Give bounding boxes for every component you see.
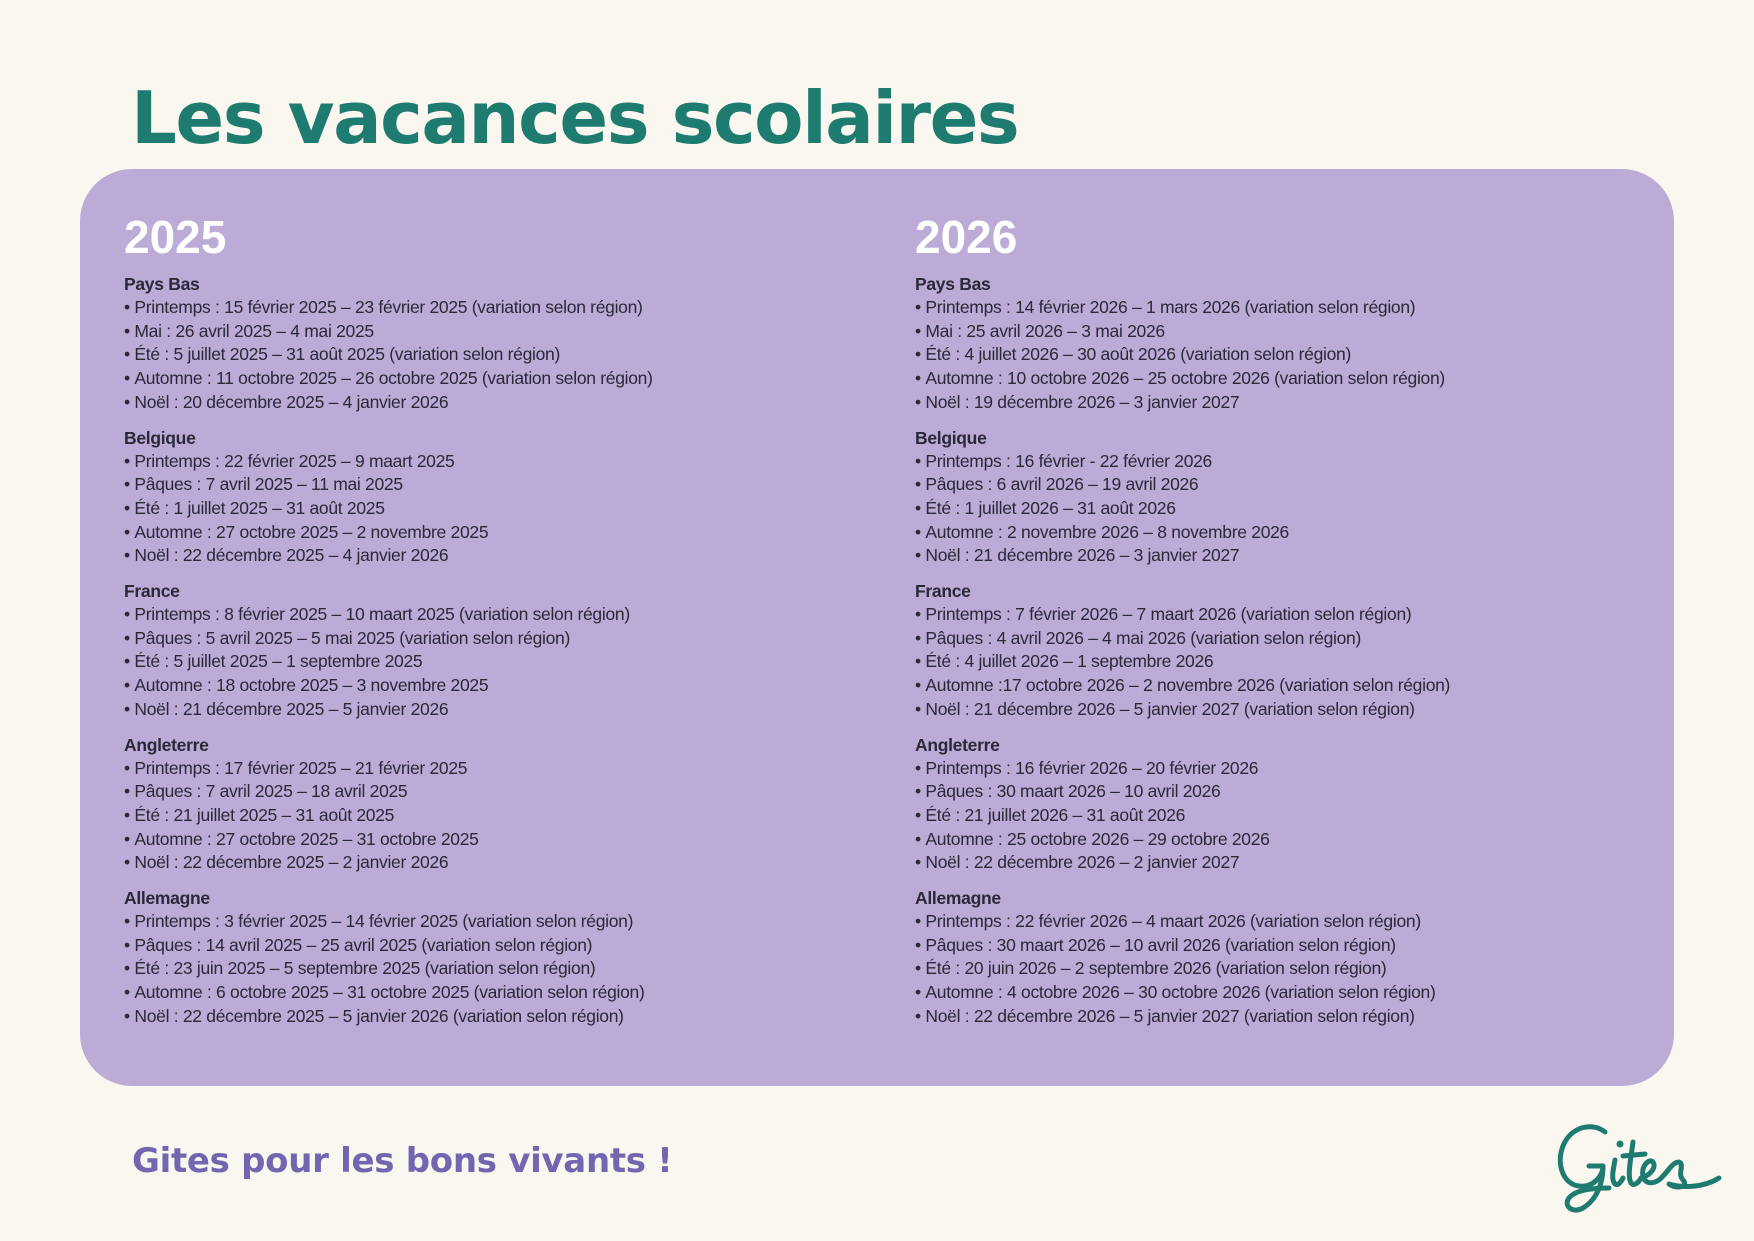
holiday-period: • Printemps : 16 février 2026 – 20 février 2026	[915, 757, 1675, 781]
country-name: Allemagne	[915, 888, 1001, 909]
holiday-period-list	[124, 450, 884, 569]
holiday-period: • Noël : 20 décembre 2025 – 4 janvier 2026	[124, 391, 884, 415]
holiday-period: • Noël : 21 décembre 2026 – 3 janvier 2027	[915, 544, 1675, 568]
country-block	[915, 733, 1675, 876]
holiday-period-list	[124, 296, 884, 415]
year-column-2026	[915, 211, 1675, 1040]
holiday-period: • Automne : 2 novembre 2026 – 8 novembre 2026	[915, 521, 1675, 545]
holiday-period: • Pâques : 5 avril 2025 – 5 mai 2025 (variation selon région)	[124, 627, 884, 651]
holiday-period: • Été : 4 juillet 2026 – 1 septembre 2026	[915, 650, 1675, 674]
page-title: Les vacances scolaires	[131, 76, 1019, 160]
holiday-period: • Automne : 10 octobre 2026 – 25 octobre 2026 (variation selon région)	[915, 367, 1675, 391]
holiday-period: • Automne : 27 octobre 2025 – 2 novembre 2025	[124, 521, 884, 545]
country-block	[124, 426, 884, 569]
country-block	[915, 579, 1675, 722]
holiday-period-list	[915, 450, 1675, 569]
holiday-period: • Noël : 19 décembre 2026 – 3 janvier 2027	[915, 391, 1675, 415]
year-heading: 2025	[124, 211, 227, 263]
tagline: Gites pour les bons vivants !	[132, 1141, 673, 1181]
holiday-period: • Printemps : 22 février 2025 – 9 maart 2025	[124, 450, 884, 474]
holiday-period: • Automne : 11 octobre 2025 – 26 octobre 2025 (variation selon région)	[124, 367, 884, 391]
holiday-period: • Mai : 25 avril 2026 – 3 mai 2026	[915, 320, 1675, 344]
holiday-period: • Été : 5 juillet 2025 – 1 septembre 2025	[124, 650, 884, 674]
country-block	[124, 733, 884, 876]
country-block	[124, 886, 884, 1029]
logo-dot	[1617, 1141, 1624, 1148]
holiday-period: • Printemps : 15 février 2025 – 23 février 2025 (variation selon région)	[124, 296, 884, 320]
holiday-period: • Automne : 6 octobre 2025 – 31 octobre 2025 (variation selon région)	[124, 981, 884, 1005]
holiday-period: • Été : 23 juin 2025 – 5 septembre 2025 (variation selon région)	[124, 957, 884, 981]
holiday-period: • Été : 20 juin 2026 – 2 septembre 2026 (variation selon région)	[915, 957, 1675, 981]
country-name: France	[124, 581, 180, 602]
holiday-period-list	[915, 757, 1675, 876]
holiday-period: • Printemps : 14 février 2026 – 1 mars 2026 (variation selon région)	[915, 296, 1675, 320]
holiday-period-list	[915, 603, 1675, 722]
holiday-period: • Été : 21 juillet 2025 – 31 août 2025	[124, 804, 884, 828]
holiday-period-list	[124, 757, 884, 876]
holiday-period: • Noël : 22 décembre 2025 – 4 janvier 2026	[124, 544, 884, 568]
holiday-period: • Noël : 21 décembre 2025 – 5 janvier 2026	[124, 698, 884, 722]
year-column-2025	[124, 211, 884, 1040]
holiday-period: • Pâques : 6 avril 2026 – 19 avril 2026	[915, 473, 1675, 497]
holiday-period-list	[124, 910, 884, 1029]
country-name: Pays Bas	[915, 274, 991, 294]
holiday-period: • Pâques : 30 maart 2026 – 10 avril 2026	[915, 780, 1675, 804]
holiday-period: • Été : 1 juillet 2025 – 31 août 2025	[124, 497, 884, 521]
holiday-period-list	[915, 910, 1675, 1029]
holiday-period: • Automne : 27 octobre 2025 – 31 octobre 2025	[124, 828, 884, 852]
year-heading: 2026	[915, 211, 1018, 263]
country-name: Angleterre	[124, 734, 209, 755]
country-block	[915, 426, 1675, 569]
holiday-period: • Printemps : 8 février 2025 – 10 maart 2025 (variation selon région)	[124, 603, 884, 627]
country-name: Angleterre	[915, 734, 1000, 755]
holiday-period: • Pâques : 14 avril 2025 – 25 avril 2025 (variation selon région)	[124, 934, 884, 958]
country-name: France	[915, 581, 971, 602]
country-block	[915, 886, 1675, 1029]
holiday-period: • Pâques : 30 maart 2026 – 10 avril 2026 (variation selon région)	[915, 934, 1675, 958]
holiday-period: • Pâques : 4 avril 2026 – 4 mai 2026 (variation selon région)	[915, 627, 1675, 651]
holiday-period: • Printemps : 17 février 2025 – 21 février 2025	[124, 757, 884, 781]
holiday-period: • Été : 21 juillet 2026 – 31 août 2026	[915, 804, 1675, 828]
holiday-period: • Noël : 22 décembre 2025 – 5 janvier 2026 (variation selon région)	[124, 1005, 884, 1029]
country-block	[124, 272, 884, 415]
holiday-period: • Automne : 4 octobre 2026 – 30 octobre 2026 (variation selon région)	[915, 981, 1675, 1005]
holiday-period: • Été : 5 juillet 2025 – 31 août 2025 (variation selon région)	[124, 343, 884, 367]
holiday-period: • Noël : 21 décembre 2026 – 5 janvier 2027 (variation selon région)	[915, 698, 1675, 722]
country-block	[124, 579, 884, 722]
holiday-period-list	[915, 296, 1675, 415]
holiday-period: • Printemps : 16 février - 22 février 2026	[915, 450, 1675, 474]
holiday-period: • Noël : 22 décembre 2026 – 5 janvier 2027 (variation selon région)	[915, 1005, 1675, 1029]
holiday-period: • Printemps : 3 février 2025 – 14 février 2025 (variation selon région)	[124, 910, 884, 934]
holiday-period: • Printemps : 22 février 2026 – 4 maart 2026 (variation selon région)	[915, 910, 1675, 934]
holiday-period: • Printemps : 7 février 2026 – 7 maart 2026 (variation selon région)	[915, 603, 1675, 627]
holiday-period: • Automne : 18 octobre 2025 – 3 novembre 2025	[124, 674, 884, 698]
country-name: Allemagne	[124, 888, 210, 909]
country-name: Pays Bas	[124, 274, 200, 294]
holiday-period: • Noël : 22 décembre 2025 – 2 janvier 2026	[124, 851, 884, 875]
country-name: Belgique	[124, 427, 196, 448]
holiday-period: • Noël : 22 décembre 2026 – 2 janvier 2027	[915, 851, 1675, 875]
holidays-card	[80, 169, 1674, 1086]
holiday-period-list	[124, 603, 884, 722]
holiday-period: • Pâques : 7 avril 2025 – 18 avril 2025	[124, 780, 884, 804]
holiday-period: • Automne :17 octobre 2026 – 2 novembre 2026 (variation selon région)	[915, 674, 1675, 698]
gites-logo-icon	[1553, 1118, 1723, 1218]
country-block	[915, 272, 1675, 415]
country-name: Belgique	[915, 427, 987, 448]
holiday-period: • Été : 1 juillet 2026 – 31 août 2026	[915, 497, 1675, 521]
holiday-period: • Mai : 26 avril 2025 – 4 mai 2025	[124, 320, 884, 344]
holiday-period: • Automne : 25 octobre 2026 – 29 octobre 2026	[915, 828, 1675, 852]
holiday-period: • Pâques : 7 avril 2025 – 11 mai 2025	[124, 473, 884, 497]
holiday-period: • Été : 4 juillet 2026 – 30 août 2026 (variation selon région)	[915, 343, 1675, 367]
